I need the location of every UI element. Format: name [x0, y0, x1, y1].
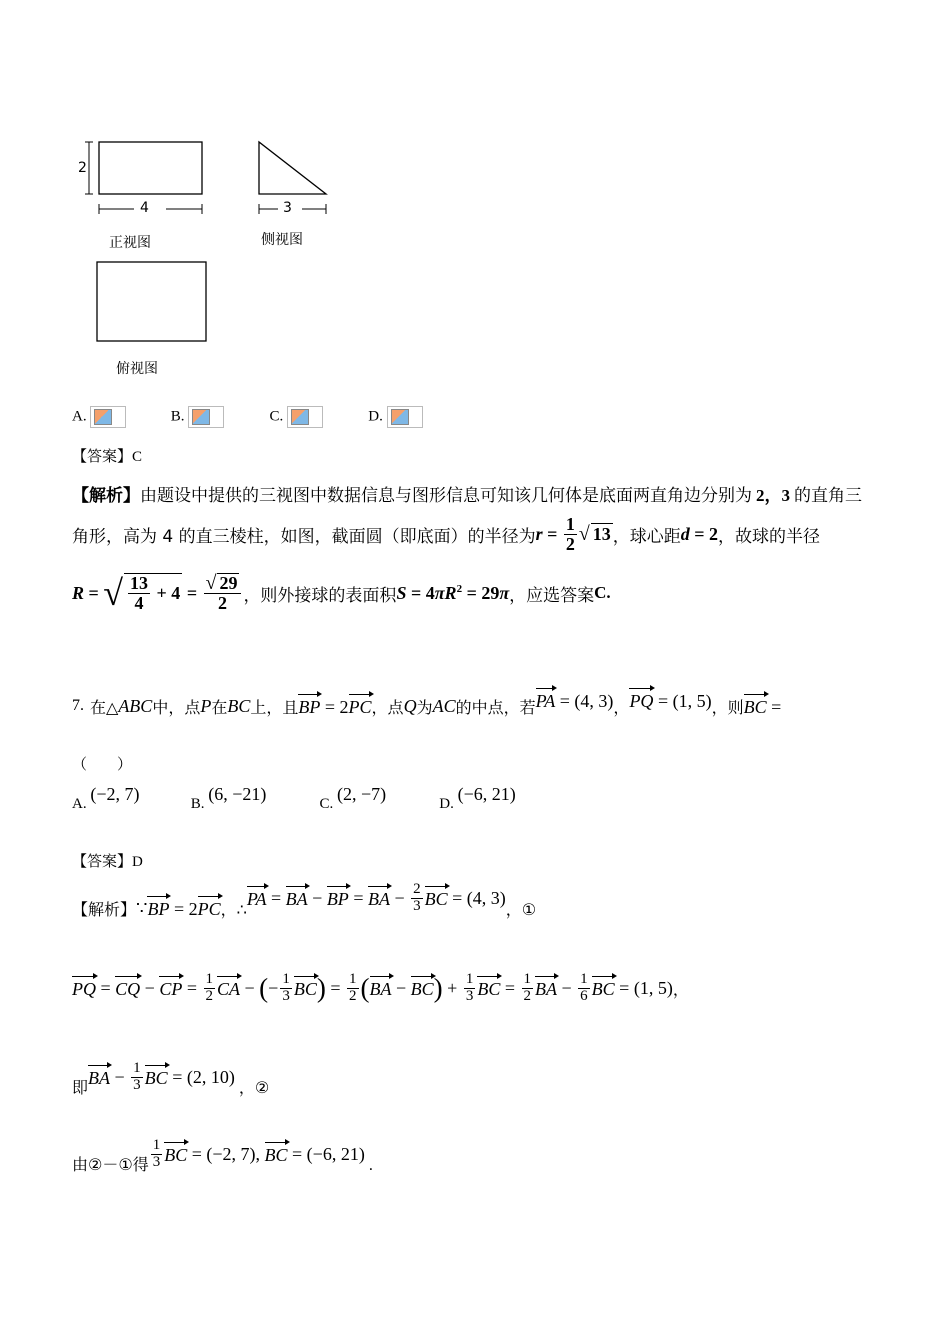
formula-result: $\frac{1}{3}$ BC = (−2, 7), BC = (−6, 21)	[152, 1137, 365, 1170]
q7-mark1: ，①	[505, 899, 537, 919]
q7-option-a	[72, 784, 187, 813]
q7-answer	[72, 850, 143, 871]
q7-analysis-line3	[72, 1060, 270, 1098]
q6-option-b	[171, 406, 266, 428]
side-view-label: 侧视图	[261, 232, 303, 248]
image-placeholder-icon	[287, 406, 323, 428]
q6-analysis-text2c: ，故球的半径	[718, 526, 821, 547]
q7-end-dot: .	[368, 1156, 373, 1174]
q6-analysis-text3b: ，应选答案	[509, 585, 595, 606]
q7-stem-8: ，则	[711, 697, 744, 717]
q6-analysis-nums: 2，3	[756, 486, 790, 505]
q7-option-d-value: (−6, 21)	[457, 784, 516, 804]
q7-option-c	[319, 784, 436, 813]
top-view-label: 俯视图	[116, 361, 158, 377]
q7-mark2: ，②	[238, 1077, 270, 1097]
dim-side-label: 3	[283, 200, 292, 216]
formula-pa: PA = BA − BP = BA − $\frac{2}{3}$ BC = (4, 3)	[246, 881, 506, 914]
q6-option-c-letter: C.	[269, 408, 284, 425]
q7-therefore: ，∴	[220, 899, 247, 919]
q6-options	[72, 406, 463, 428]
q7-analysis-line1: 【解析】 ∵ BP = 2PC ，∴ PA = BA − BP = BA − $\frac{2}{3}$ BC = (4, 3) ，①	[72, 881, 537, 920]
q6-analysis-text2b: ，球心距	[612, 526, 681, 547]
three-view-figure	[70, 130, 370, 390]
q6-analysis-text1-tail: 的直角三	[794, 486, 862, 506]
q7-stem-2: 中，点	[152, 697, 201, 717]
q6-answer-value: C	[132, 449, 143, 465]
q6-option-a-letter: A.	[72, 408, 87, 425]
q6-analysis-text1: 由题设中提供的三视图中数据信息与图形信息可知该几何体是底面两直角边分别为	[140, 486, 752, 506]
formula-big-radius: R = √ $\frac{13}{4}$ + 4 = $\frac{√ 29}{2}$	[72, 572, 243, 614]
image-placeholder-icon	[188, 406, 224, 428]
dim-width-label: 4	[140, 200, 149, 216]
q7-stem-3: 在	[211, 697, 228, 717]
q7-options	[72, 784, 559, 813]
q7-stem-7: 的中点，若	[455, 697, 536, 717]
q7-option-c-value: (2, −7)	[337, 784, 387, 804]
q7-answer-value: D	[132, 854, 143, 870]
q6-option-d	[368, 406, 463, 428]
formula-radius: r = $\frac{1}{2}$ √ 13	[535, 514, 611, 554]
q6-analysis-text3a: ，则外接球的表面积	[243, 585, 397, 606]
formula-pq: PQ = CQ − CP = $\frac{1}{2}$ CA − ( − $\frac{1}{3}$ BC ) = $\frac{1}{2}$ ( BA − BC ) + $\frac{1}{3}$ BC = $\frac{1}{2}$ BA − $\frac{1}{6}$ BC = (1, 5) ，	[72, 971, 689, 1004]
q7-blank: （ ）	[72, 755, 133, 773]
formula-surface-area: $S = 4\pi R^2 = 29\pi$	[396, 582, 510, 603]
q7-you: 由②－①得	[72, 1154, 149, 1174]
q7-stem-5: ，点	[371, 697, 404, 717]
q7-stem-1: 在△	[90, 697, 119, 717]
formula-ba-bc: BA − $\frac{1}{3}$ BC = (2, 10)	[88, 1060, 235, 1093]
q7-stem: 7. 在△ ABC 中，点 P 在 BC 上，且 BP = 2PC ，点 Q 为 AC 的中点，若 PA = (4, 3) ， PQ = (1, 5) ，则 BC =	[72, 694, 781, 718]
q7-analysis-label: 【解析】	[72, 899, 137, 919]
side-view-triangle	[259, 142, 326, 194]
front-view-rect	[99, 142, 202, 194]
q6-option-b-letter: B.	[170, 408, 185, 425]
q7-option-b	[190, 784, 316, 813]
q6-analysis-line1	[72, 481, 862, 506]
q6-analysis-line3	[72, 572, 611, 614]
q6-analysis-line2	[72, 515, 820, 554]
q7-number: 7.	[72, 697, 84, 714]
q7-option-b-letter: B.	[190, 796, 205, 812]
top-view-rect	[97, 262, 206, 341]
formula-distance: d = 2	[680, 523, 719, 544]
q6-option-c	[270, 406, 365, 428]
q7-stem-4: 上，且	[250, 697, 299, 717]
q7-analysis-line4	[72, 1137, 373, 1175]
q7-answer-label: 【答案】	[72, 854, 133, 870]
q7-option-a-letter: A.	[72, 796, 87, 812]
q7-option-b-value: (6, −21)	[208, 784, 267, 804]
q6-analysis-label: 【解析】	[72, 486, 140, 506]
q7-stem-6: 为	[416, 697, 433, 717]
q6-answer-label: 【答案】	[72, 449, 133, 465]
dim-height-label: 2	[78, 160, 87, 176]
q6-analysis-text2a: 角形，高为 4 的直三棱柱，如图，截面圆（即底面）的半径为	[72, 526, 536, 547]
front-view-label: 正视图	[109, 235, 151, 251]
q7-ji: 即	[72, 1077, 89, 1097]
image-placeholder-icon	[387, 406, 423, 428]
q6-answer	[72, 445, 142, 466]
q7-option-d	[439, 784, 559, 813]
q6-analysis-choice: C.	[594, 583, 611, 602]
q7-option-a-value: (−2, 7)	[90, 784, 140, 804]
q6-option-a	[72, 406, 167, 428]
q7-option-d-letter: D.	[439, 796, 454, 812]
q6-option-d-letter: D.	[368, 408, 383, 425]
image-placeholder-icon	[90, 406, 126, 428]
q7-because: ∵	[136, 897, 148, 918]
q7-option-c-letter: C.	[319, 796, 334, 812]
